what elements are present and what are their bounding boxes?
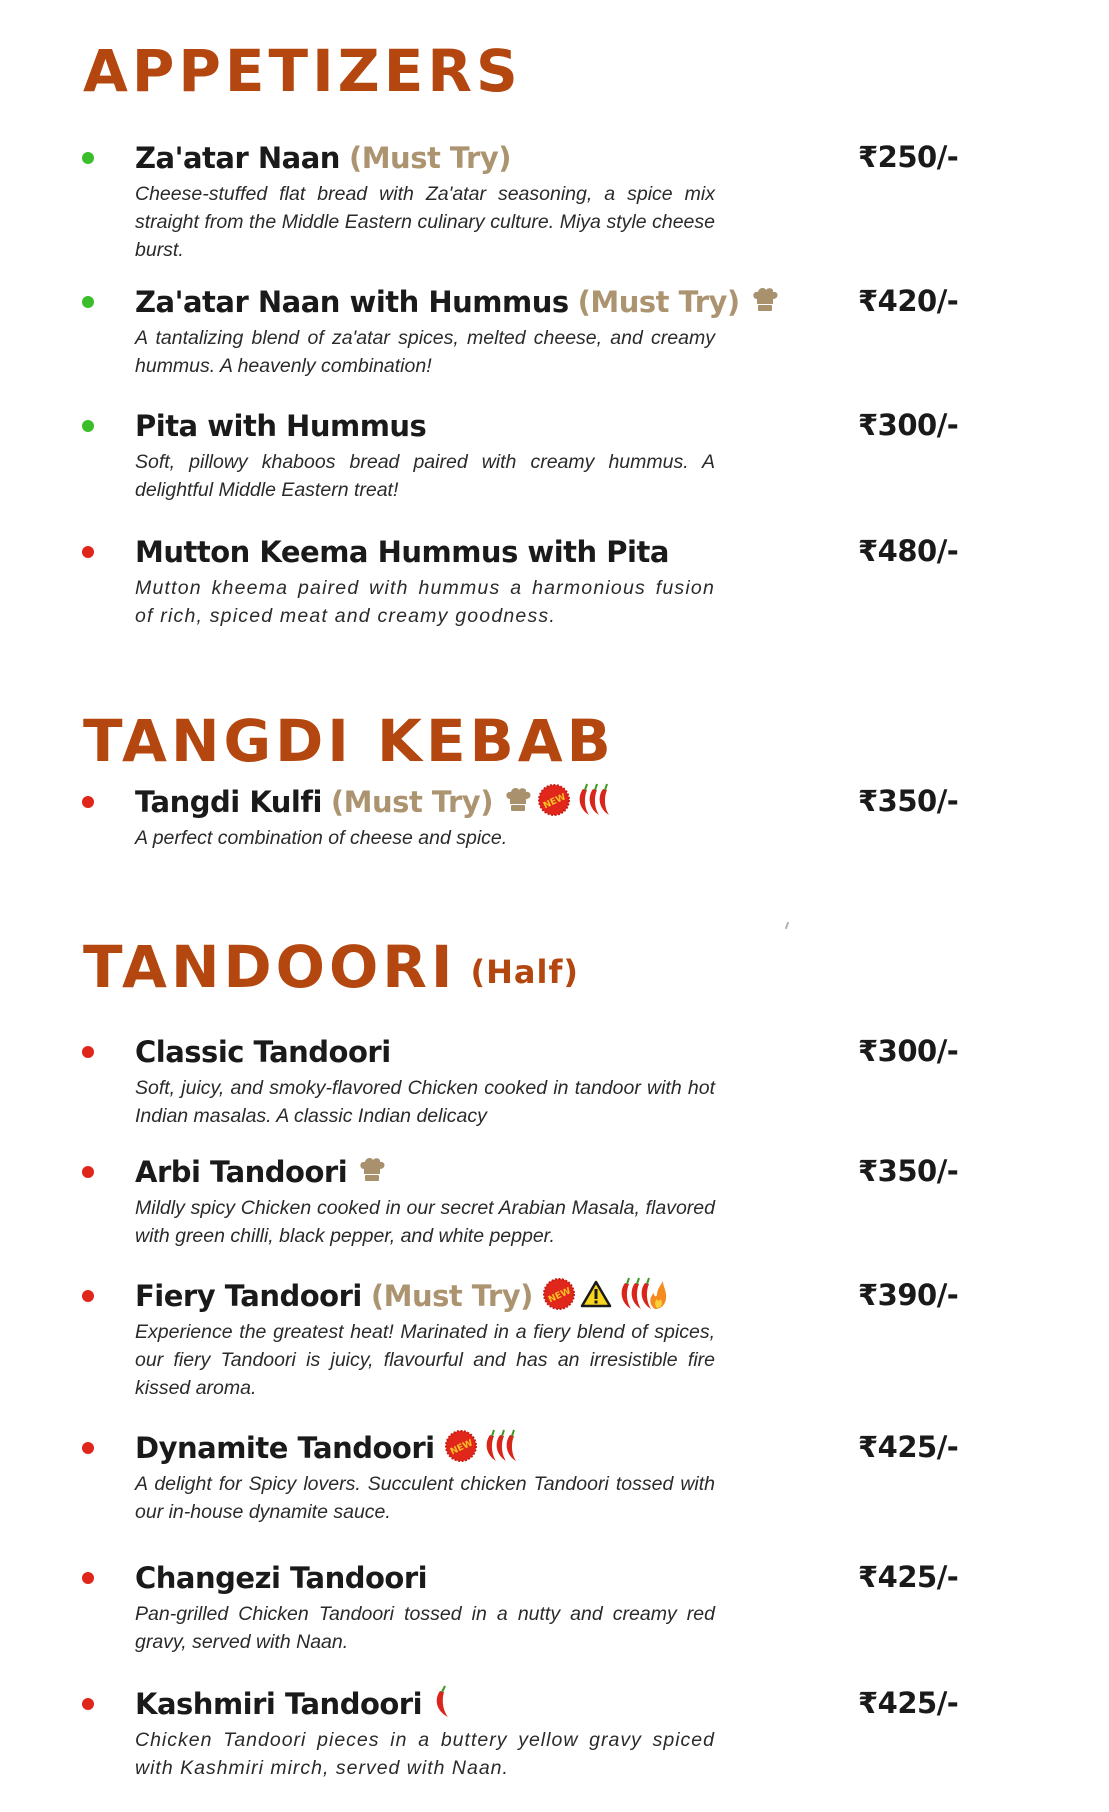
- must-try-tag: (Must Try): [348, 141, 511, 175]
- new-badge-icon: [445, 1430, 477, 1467]
- warning-icon: [580, 1280, 612, 1313]
- chilli-1-icon: [432, 1685, 452, 1724]
- item-price: ₹250/-: [858, 140, 959, 174]
- item-price: ₹420/-: [858, 284, 959, 318]
- item-description: Pan-grilled Chicken Tandoori tossed in a nutty and creamy red gravy, served with Naan.: [135, 1603, 715, 1653]
- svg-text:NEW: NEW: [546, 1285, 573, 1305]
- item-description: Mutton kheema paired with hummus a harmonious fusion of rich, spiced meat and creamy goodness.: [135, 577, 715, 627]
- item-description: Soft, juicy, and smoky-flavored Chicken cooked in tandoor with hot Indian masalas. A classic Indian delicacy: [135, 1077, 715, 1127]
- svg-text:NEW: NEW: [542, 791, 568, 811]
- item-description: A delight for Spicy lovers. Succulent chicken Tandoori tossed with our in-house dynamite sauce.: [135, 1473, 715, 1523]
- item-price: ₹480/-: [858, 534, 959, 568]
- nonveg-indicator-icon: [82, 1442, 94, 1454]
- item-name: Dynamite Tandoori: [135, 1431, 435, 1465]
- item-description: Experience the greatest heat! Marinated in a fiery blend of spices, our fiery Tandoori is juicy, flavourful and has an irresistible fire kissed aroma.: [135, 1321, 715, 1399]
- item-price: ₹425/-: [858, 1430, 959, 1464]
- item-name: Kashmiri Tandoori: [135, 1687, 423, 1721]
- item-price: ₹300/-: [858, 408, 959, 442]
- section-subtitle-half: (Half): [470, 953, 580, 991]
- item-name: Arbi Tandoori: [135, 1155, 348, 1189]
- nonveg-indicator-icon: [82, 1290, 94, 1302]
- chilli-fire-icon: [617, 1277, 667, 1316]
- item-name: Za'atar Naan with Hummus: [135, 285, 569, 319]
- item-price: ₹390/-: [858, 1278, 959, 1312]
- must-try-tag: (Must Try): [330, 785, 493, 819]
- stray-mark: [785, 922, 789, 929]
- item-description: A perfect combination of cheese and spice.: [135, 827, 508, 849]
- item-name: Tangdi Kulfi: [135, 785, 322, 819]
- veg-indicator-icon: [82, 296, 94, 308]
- item-name: Changezi Tandoori: [135, 1561, 428, 1595]
- must-try-tag: (Must Try): [370, 1279, 533, 1313]
- new-badge-icon: [538, 784, 570, 821]
- nonveg-indicator-icon: [82, 1698, 94, 1710]
- must-try-tag: (Must Try): [577, 285, 740, 319]
- chilli-3-icon: [482, 1429, 524, 1468]
- item-description: Mildly spicy Chicken cooked in our secret Arabian Masala, flavored with green chilli, black pepper, and white pepper.: [135, 1197, 715, 1247]
- item-description: Chicken Tandoori pieces in a buttery yellow gravy spiced with Kashmiri mirch, served with Naan.: [135, 1729, 715, 1779]
- chilli-3-icon: [575, 783, 617, 822]
- section-title-tandoori: TANDOORI (Half): [83, 933, 580, 1001]
- item-price: ₹350/-: [858, 784, 959, 818]
- item-description: Soft, pillowy khaboos bread paired with creamy hummus. A delightful Middle Eastern treat!: [135, 451, 715, 501]
- veg-indicator-icon: [82, 420, 94, 432]
- chef-hat-icon: [503, 787, 533, 818]
- chef-hat-icon: [357, 1157, 387, 1188]
- new-badge-icon: [543, 1278, 575, 1315]
- nonveg-indicator-icon: [82, 796, 94, 808]
- section-title-appetizers: APPETIZERS: [83, 37, 522, 105]
- item-price: ₹425/-: [858, 1686, 959, 1720]
- item-name: Mutton Keema Hummus with Pita: [135, 535, 669, 569]
- item-price: ₹425/-: [858, 1560, 959, 1594]
- nonveg-indicator-icon: [82, 1572, 94, 1584]
- item-name: Classic Tandoori: [135, 1035, 391, 1069]
- item-price: ₹300/-: [858, 1034, 959, 1068]
- item-name: Za'atar Naan: [135, 141, 340, 175]
- nonveg-indicator-icon: [82, 1166, 94, 1178]
- svg-text:NEW: NEW: [448, 1437, 475, 1457]
- veg-indicator-icon: [82, 152, 94, 164]
- nonveg-indicator-icon: [82, 546, 94, 558]
- item-name: Pita with Hummus: [135, 409, 427, 443]
- item-description: Cheese-stuffed flat bread with Za'atar seasoning, a spice mix straight from the Middle Eastern culinary culture. Miya style cheese burst.: [135, 183, 715, 261]
- item-description: A tantalizing blend of za'atar spices, melted cheese, and creamy hummus. A heavenly combination!: [135, 327, 715, 377]
- section-title-tangdi-kebab: TANGDI KEBAB: [83, 707, 615, 775]
- item-name: Fiery Tandoori: [135, 1279, 362, 1313]
- nonveg-indicator-icon: [82, 1046, 94, 1058]
- chef-hat-icon: [750, 287, 780, 318]
- item-price: ₹350/-: [858, 1154, 959, 1188]
